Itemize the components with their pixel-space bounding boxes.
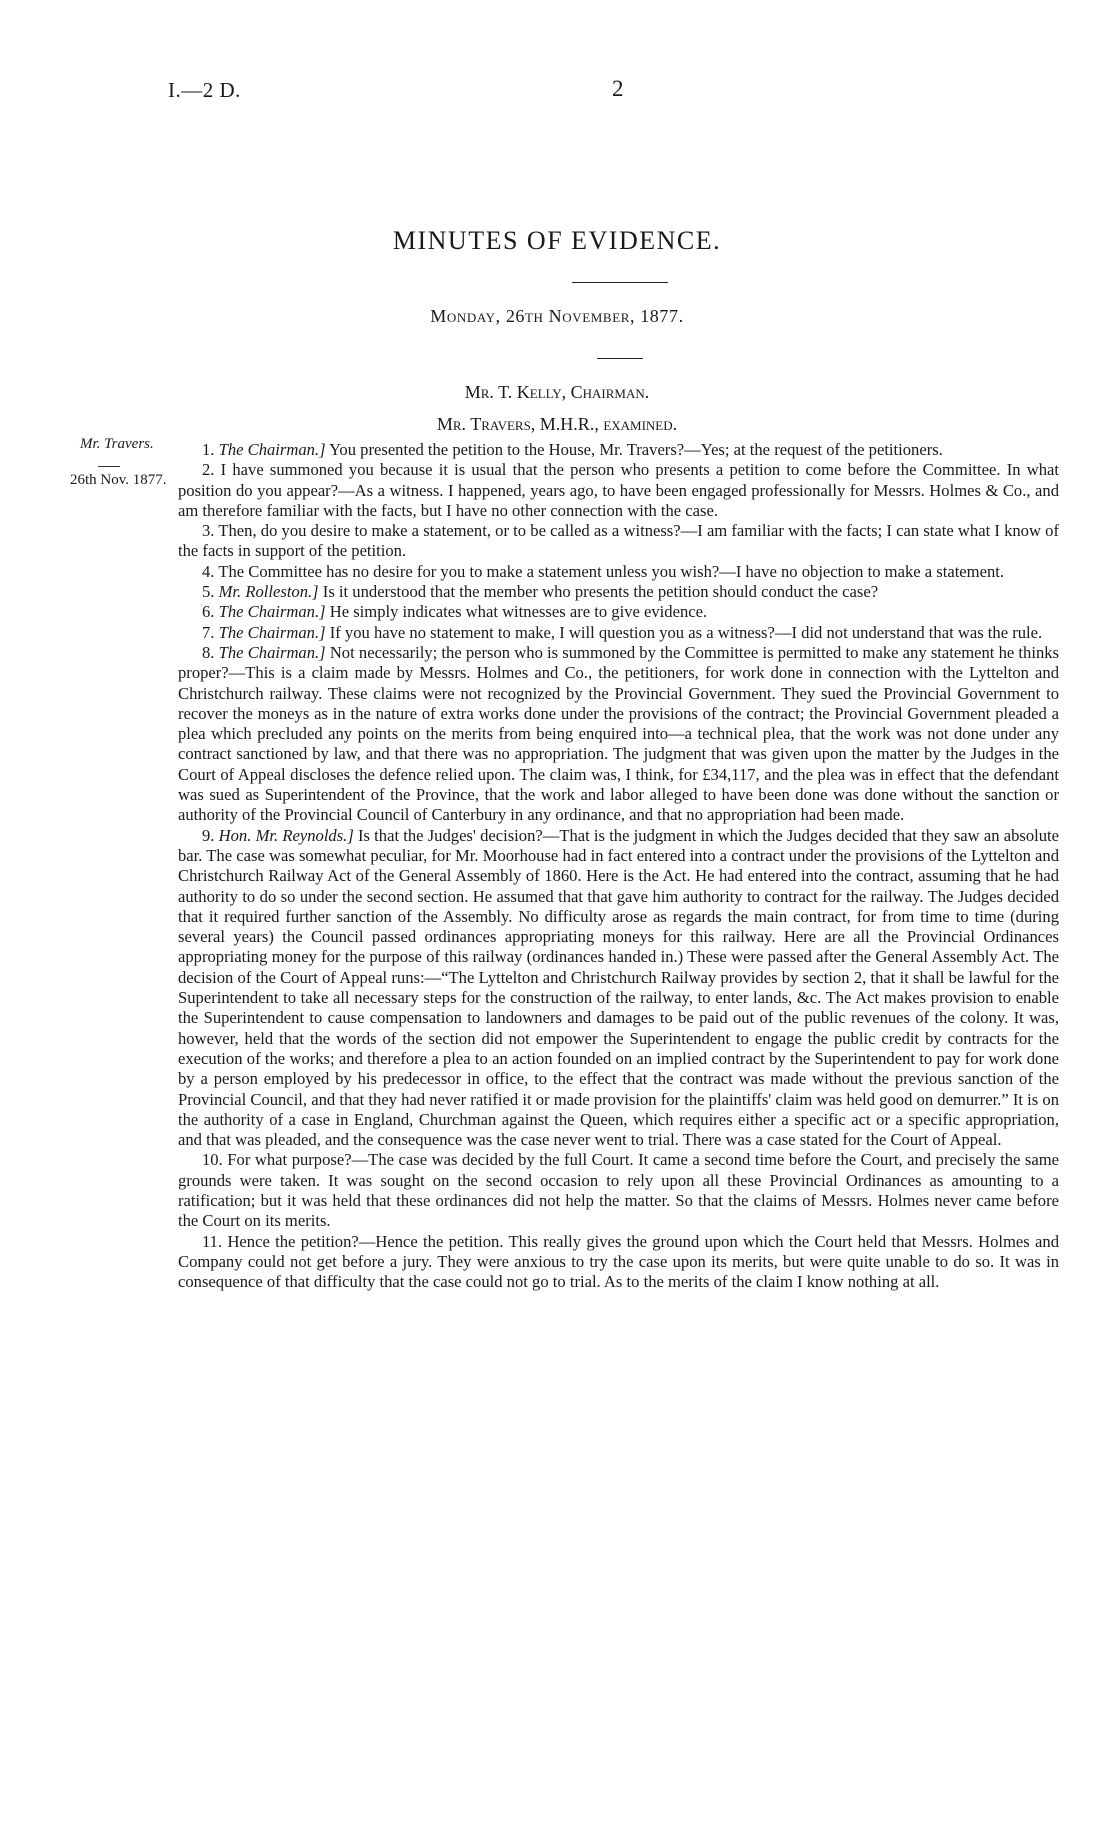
evidence-paragraph: 7. The Chairman.] If you have no statement to make, I will question you as a witness?—I did not understand that was the rule. bbox=[202, 622, 1043, 642]
evidence-paragraph: 8. The Chairman.] Not necessarily; the person who is summoned by the Committee is permitted to make any statement he thinks proper?—This is a claim made by Messrs. Holmes and Co., the petitioners, for work done in connection with the Lyttelton and Christchurch railway. These claims were not recognized by the Provincial Government. They sued the Provincial Government to recover the moneys as in the nature of extra works done under the provisions of the contract; the Provincial Government pleaded a plea which precluded any points on the merits from being enquired into—a technical plea, that the work was not done under any contract sanctioned by law, and that there was no appropriation. The judgment that was given upon the matter by the Judges in the Court of Appeal discloses the defence relied upon. The claim was, I think, for £34,117, and the plea was in effect that the defendant was sued as Superintendent of the Province, that the work and labor alleged to have been done was done without the sanction or authority of the Provincial Council of Canterbury in any ordinance, and that no appropriation had been made. bbox=[178, 642, 1060, 825]
evidence-body bbox=[178, 440, 1059, 1292]
document-reference: I.—2 D. bbox=[168, 78, 241, 102]
evidence-paragraph: 5. Mr. Rolleston.] Is it understood that the member who presents the petition should conduct the case? bbox=[202, 582, 879, 602]
evidence-paragraph: 2. I have summoned you because it is usual that the person who presents a petition to come before the Committee. In what position do you appear?—As a witness. I happened, years ago, to have been engaged professionally for Messrs. Holmes & Co., and am therefore familiar with the facts, but I have no other connection with the case. bbox=[178, 460, 1059, 520]
margin-date: 26th Nov. 1877. bbox=[70, 472, 167, 488]
evidence-paragraph: 4. The Committee has no desire for you to make a statement unless you wish?—I have no objection to make a statement. bbox=[202, 561, 1005, 581]
date-divider bbox=[597, 358, 643, 359]
evidence-paragraph: 3. Then, do you desire to make a statement, or to be called as a witness?—I am familiar with the facts; I can state what I know of the facts in support of the petition. bbox=[178, 521, 1059, 561]
evidence-paragraph: 1. The Chairman.] You presented the petition to the House, Mr. Travers?—Yes; at the request of the petitioners. bbox=[202, 440, 943, 459]
page-title: MINUTES OF EVIDENCE. bbox=[392, 226, 722, 255]
evidence-paragraph: 11. Hence the petition?—Hence the petition. This really gives the ground upon which the Court held that Messrs. Holmes and Company could not get before a jury. They were anxious to try the case upon its merits, but were quite unable to do so. It was in consequence of that difficulty that the case could not go to trial. As to the merits of the claim I know nothing at all. bbox=[178, 1231, 1059, 1292]
evidence-paragraph: 9. Hon. Mr. Reynolds.] Is that the Judges' decision?—That is the judgment in which the Judges decided that they saw an absolute bar. The case was somewhat peculiar, for Mr. Moorhouse had in fact entered into a contract under the provisions of the Lyttelton and Christchurch Railway Act of the General Assembly of 1860. Here is the Act. He had entered into the contract, assuming that he had authority to do so under the second section. He assumed that that gave him authority to contract for the railway. The Judges decided that it required further sanction of the Assembly. No difficulty arose as regards the main contract, for from time to time (during several years) the Council passed ordinances appropriating moneys for this railway. Here are all the Provincial Ordinances appropriating money for the purpose of this railway (ordinances handed in.) These were passed after the General Assembly Act. The decision of the Court of Appeal runs:—“The Lyttelton and Christchurch Railway provides by section 2, that it shall be lawful for the Superintendent to take all necessary steps for the construction of the railway, to enter lands, &c. The Act makes provision to enable the Superintendent to cause compensation to landowners and damages to be paid out of the public revenues of the colony. It was, however, held that the words of the section did not empower the Superintendent to engage the public credit by contracts for the execution of the works; and therefore a plea to an action founded on an implied contract by the Superintendent to pay for work done by a person employed by his predecessor in office, to the effect that the contract was made without the previous sanction of the Provincial Council, and that they had never ratified it or made provision for the plaintiffs' claim was held good on demurrer.” It is on the authority of a case in England, Churchman against the Queen, which requires either a specific act or a specific appropriation, and that was pleaded, and the consequence was the case never went to trial. There was a case stated for the Court of Appeal. bbox=[178, 825, 1059, 1150]
title-divider bbox=[572, 282, 668, 283]
evidence-paragraph: 6. The Chairman.] He simply indicates what witnesses are to give evidence. bbox=[202, 602, 708, 622]
session-date: Monday, 26th November, 1877. bbox=[430, 306, 684, 326]
evidence-paragraph: 10. For what purpose?—The case was decided by the full Court. It came a second time before the Court, and precisely the same grounds were taken. It was sought on the second occasion to rely upon all these Provincial Ordinances as amounting to a ratification; but it was held that these ordinances did not help the matter. So that the claims of Messrs. Holmes never came before the Court on its merits. bbox=[178, 1150, 1059, 1231]
page-number: 2 bbox=[612, 76, 624, 101]
chairman-line: Mr. T. Kelly, Chairman. bbox=[464, 382, 650, 402]
margin-witness-name: Mr. Travers. bbox=[80, 436, 154, 452]
margin-divider bbox=[98, 466, 120, 467]
witness-line: Mr. Travers, M.H.R., examined. bbox=[436, 414, 678, 434]
